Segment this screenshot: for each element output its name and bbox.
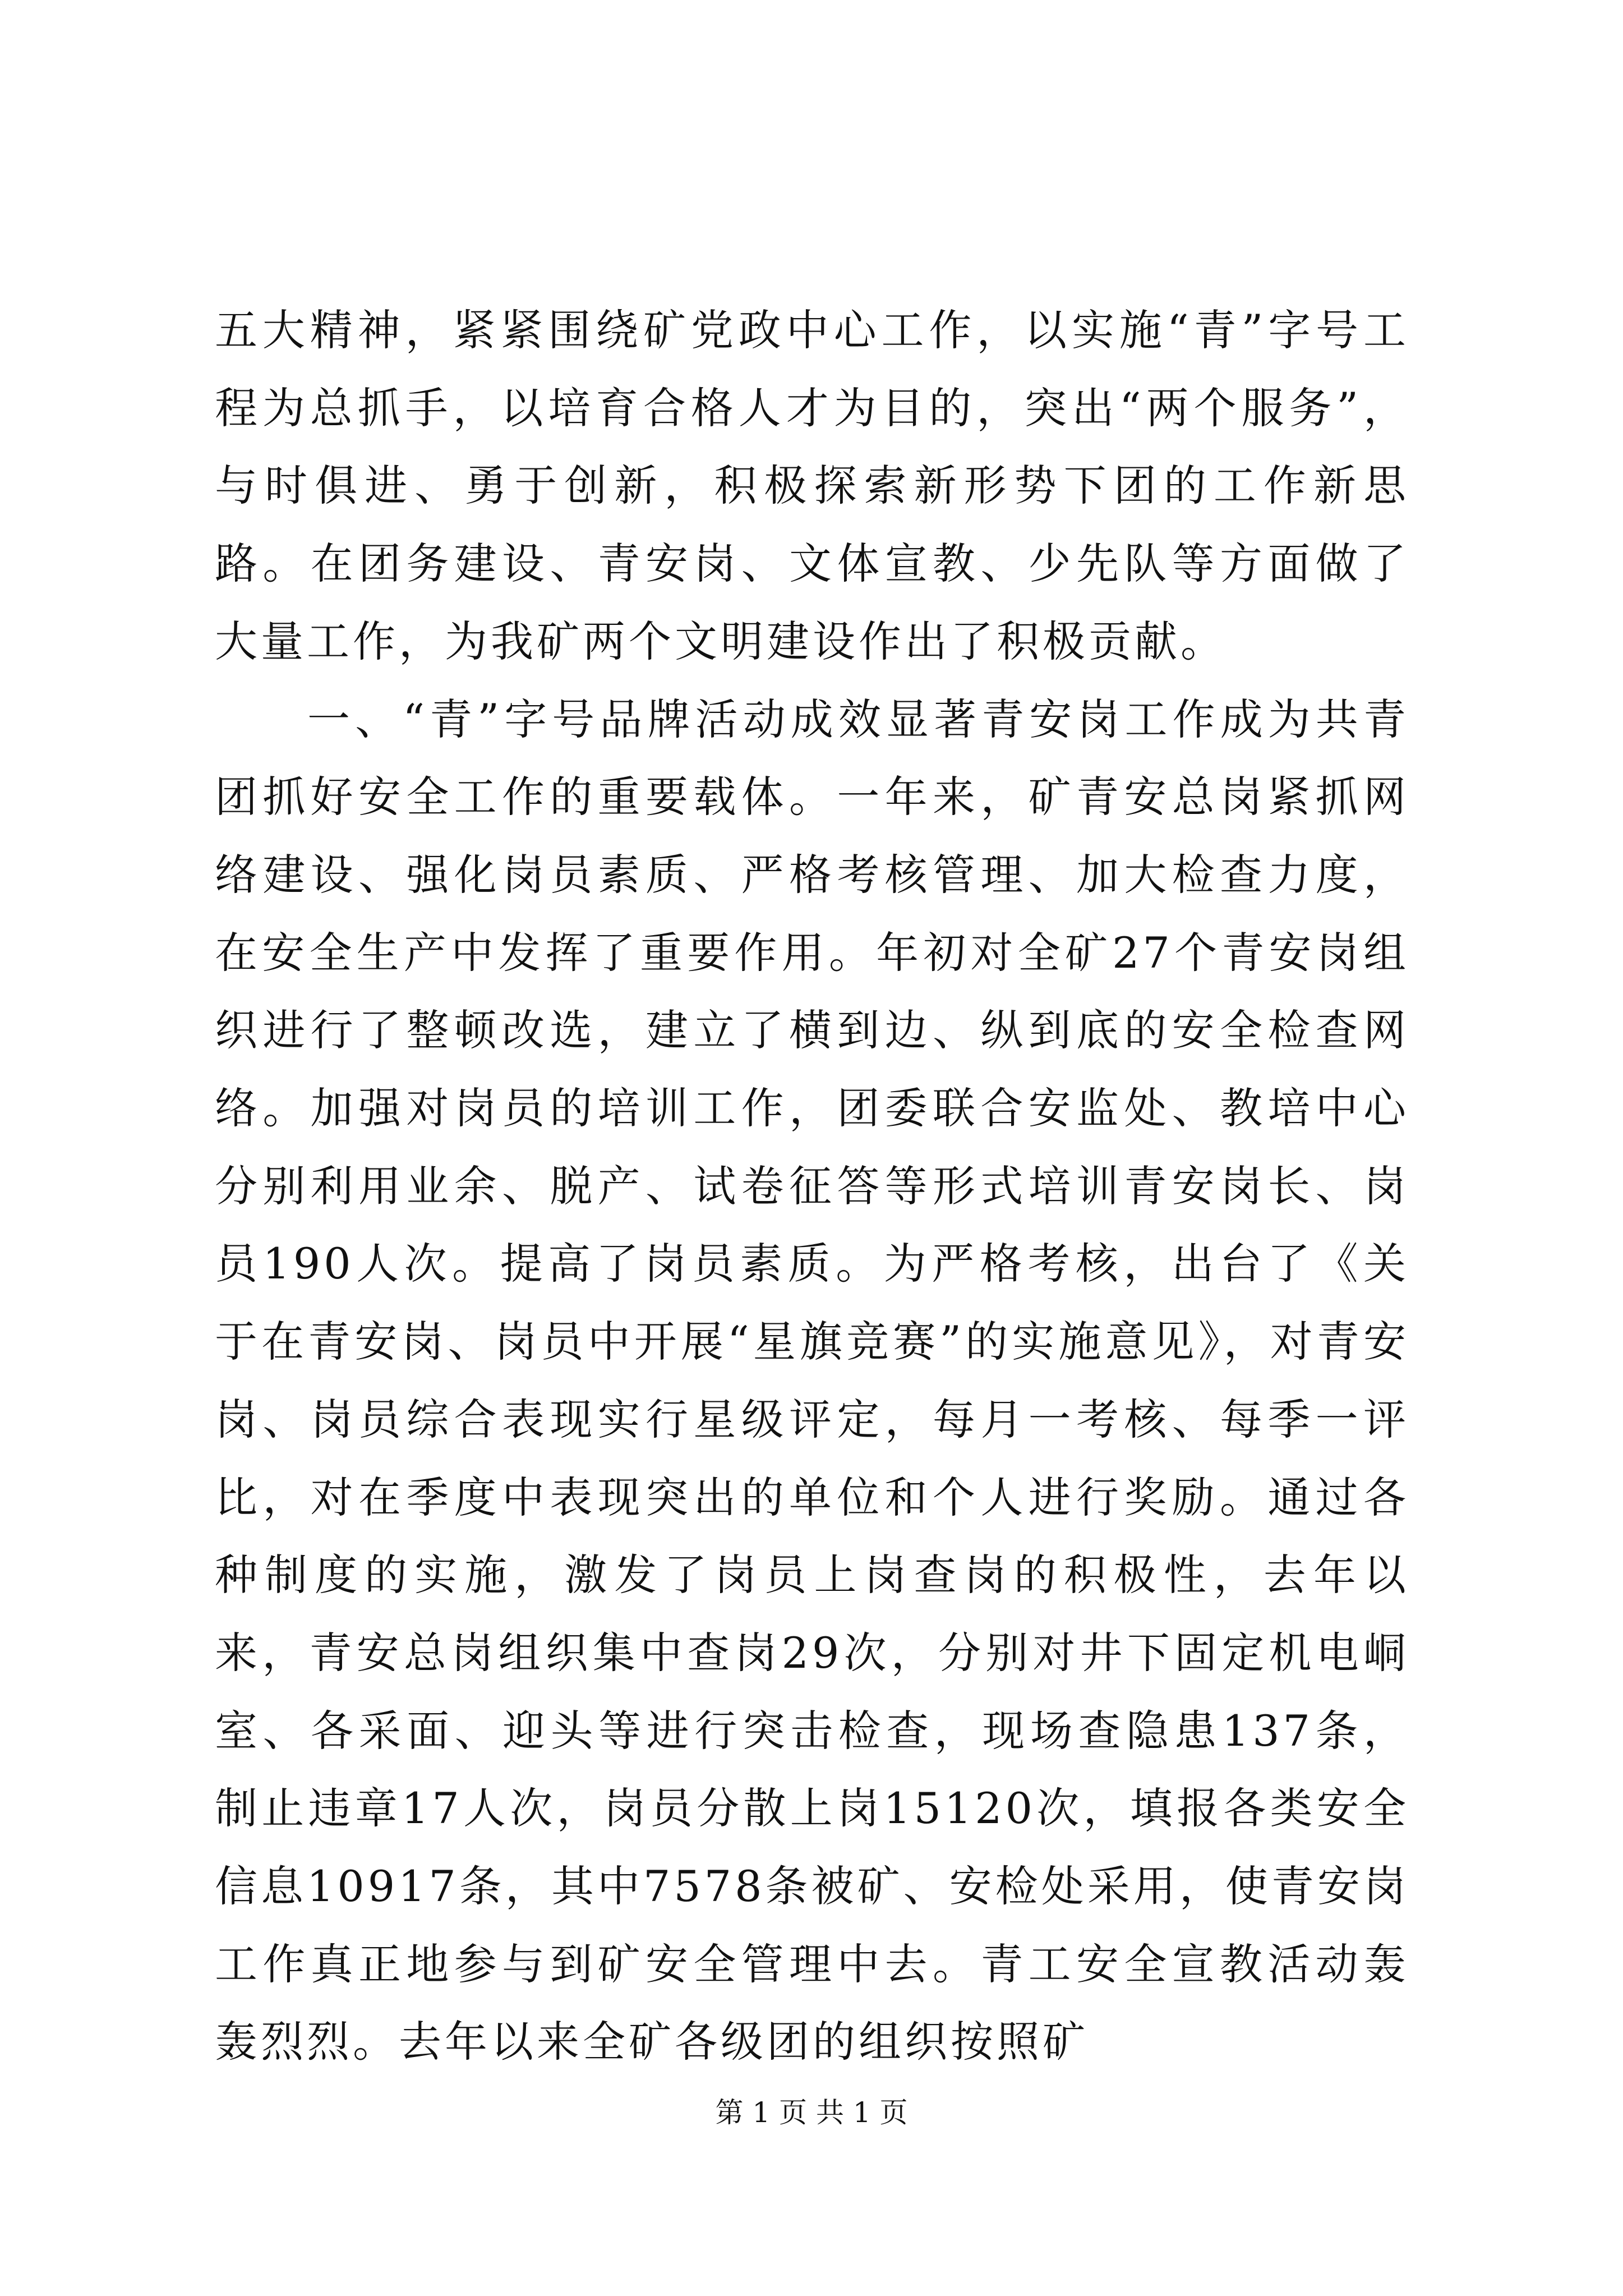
document-body [215, 292, 1409, 2081]
paragraph-1: 五大精神，紧紧围绕矿党政中心工作，以实施“青”字号工程为总抓手，以培育合格人才为目的，突出“两个服务”，与时俱进、勇于创新，积极探索新形势下团的工作新思路。在团务建设、青安岗、文体宣教、少先队等方面做了大量工作，为我矿两个文明建设作出了积极贡献。 [215, 305, 1409, 666]
paragraph-2: 一、“青”字号品牌活动成效显著青安岗工作成为共青团抓好安全工作的重要载体。一年来，矿青安总岗紧抓网络建设、强化岗员素质、严格考核管理、加大检查力度，在安全生产中发挥了重要作用。年初对全矿27个青安岗组织进行了整顿改选，建立了横到边、纵到底的安全检查网络。加强对岗员的培训工作，团委联合安监处、教培中心分别利用业余、脱产、试卷征答等形式培训青安岗长、岗员190人次。提高了岗员素质。为严格考核，出台了《关于在青安岗、岗员中开展“星旗竞赛”的实施意见》，对青安岗、岗员综合表现实行星级评定，每月一考核、每季一评比，对在季度中表现突出的单位和个人进行奖励。通过各种制度的实施，激发了岗员上岗查岗的积极性，去年以来，青安总岗组织集中查岗29次，分别对井下固定机电峒室、各采面、迎头等进行突击检查，现场查隐患137条，制止违章17人次，岗员分散上岗15120次，填报各类安全信息10917条，其中7578条被矿、安检处采用，使青安岗工作真正地参与到矿安全管理中去。青工安全宣教活动轰轰烈烈。去年以来全矿各级团的组织按照矿 [215, 694, 1409, 2067]
page-footer: 第 1 页 共 1 页 [715, 2096, 908, 2129]
